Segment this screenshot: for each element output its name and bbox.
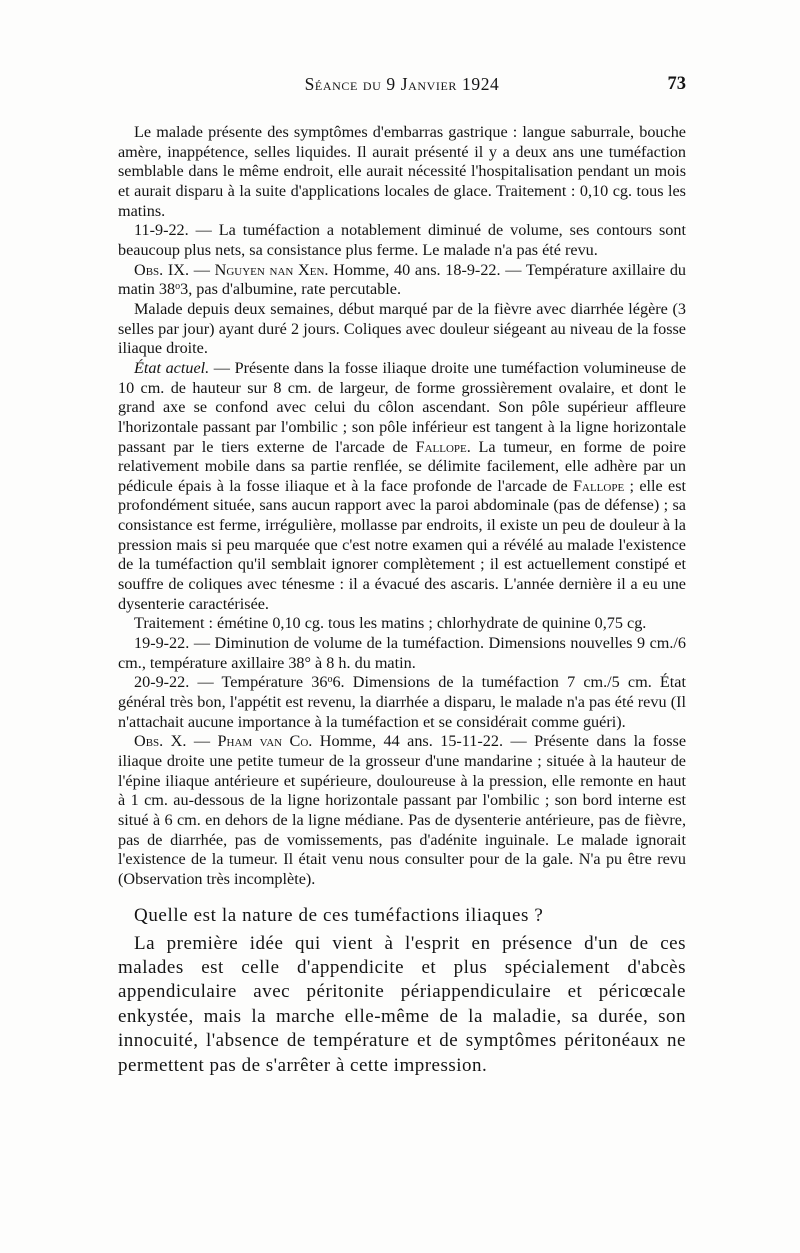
discussion-question: Quelle est la nature de ces tuméfactions iliaques ? (134, 904, 544, 926)
discussion-paragraph: La première idée qui vient à l'esprit en présence d'un de ces malades est celle d'appendicite et plus spécialement d'abcès appendiculaire avec péritonite périappendiculaire et péricœcale enkystée, mais la marche elle-même de la maladie, sa durée, son innocuité, l'absence de température et de symptômes péritonéaux ne permettent pas de s'arrêter à cette impression. (118, 932, 686, 1076)
running-head: Séance du 9 Janvier 1924 (304, 74, 500, 94)
followup-2-text-b: 6. Dimensions de la tuméfaction 7 cm./5 cm. État général très bon, l'appétit est revenu, la diarrhée a disparu, le malade n'a pas été revu (Il n'attachait aucune importance à la tuméfaction et se considérait comme guéri). (118, 673, 686, 731)
obs-ix-patient-name: Nguyen nan Xen. (214, 260, 329, 279)
observations-section (118, 123, 686, 890)
case-continued-paragraph-1: Le malade présente des symptômes d'embarras gastrique : langue saburrale, bouche amère, inappétence, selles liquides. Il aurait présenté il y a deux ans une tuméfaction semblable dans le même endroit, elle aurait nécessité l'hospitalisation pendant un mois et aurait disparu à la suite d'applications locales de glace. Traitement : 0,10 cg. tous les matins. (118, 123, 686, 220)
obs-x-label: Obs. X. (134, 732, 187, 751)
obs-x-text: Homme, 44 ans. 15-11-22. — Présente dans la fosse iliaque droite une petite tumeur de la grosseur d'une mandarine ; située à la hauteur de l'épine iliaque antérieure et supérieure, douloureuse à la pression, elle remonte en haut à 1 cm. au-dessous de la ligne horizontale passant par l'ombilic ; son bord interne est situé à 6 cm. en dehors de la ligne médiane. Pas de dysenterie antérieure, pas de fièvre, pas de diarrhée, pas de vomissements, pas d'adénite inguinale. Le malade ignorait l'existence de la tumeur. Il était venu nous consulter pour de la gale. N'a pu être revu (Observation très incomplète). (118, 732, 687, 888)
case-continued-paragraph-2: 11-9-22. — La tuméfaction a notablement diminué de volume, ses contours sont beaucoup plus nets, sa consistance plus ferme. Le malade n'a pas été revu. (118, 221, 686, 259)
fallope-name-1: Fallope (415, 437, 467, 456)
page-number: 73 (667, 74, 686, 94)
followup-2-text-a: 20-9-22. — Température 36 (134, 673, 328, 692)
obs-ix-summary-b: 3, pas d'albumine, rate percutable. (180, 280, 402, 299)
etat-actuel-text-2: . La tumeur, en forme de poire relativement mobile dans sa partie renflée, se délimite facilement, elle adhère par un pédicule épais à la fosse iliaque et à la face profonde de l'arcade de (118, 437, 686, 495)
obs-x-dash: — (186, 732, 218, 751)
etat-actuel-text-3: ; elle est profondément située, sans aucun rapport avec la paroi abdominale (pas de défense) ; sa consistance est ferme, irrégulière, mollasse par endroits, il existe un peu de douleur à la pression mais si peu marquée que c'est notre examen qui a révélé au malade l'existence de la tuméfaction qu'il semblait ignorer complètement ; il est actuellement constipé et souffre de coliques avec ténesme : il a évacué des ascaris. L'année dernière il a eu une dysenterie caractérisée. (118, 476, 686, 613)
page-body (118, 123, 686, 1078)
obs-ix-dash: — (189, 260, 215, 279)
obs-ix-heading-paragraph (118, 261, 686, 300)
obs-ix-history-paragraph: Malade depuis deux semaines, début marqué par de la fièvre avec diarrhée légère (3 selles par jour) ayant duré 2 jours. Coliques avec douleur siégeant au niveau de la fosse iliaque droite. (118, 299, 686, 358)
obs-ix-treatment-paragraph: Traitement : émétine 0,10 cg. tous les matins ; chlorhydrate de quinine 0,75 cg. (134, 614, 647, 633)
etat-actuel-text-1: — Présente dans la fosse iliaque droite une tuméfaction volumineuse de 10 cm. de hauteur sur 8 cm. de largeur, de forme grossièrement ovalaire, et dont le grand axe se confond avec celui du côlon ascendant. Son pôle supérieur affleure l'horizontale passant par l'ombilic ; son pôle inférieur est tangent à la ligne horizontale passant par le tiers externe de l'arcade de (118, 358, 687, 456)
page-header (118, 74, 686, 104)
obs-ix-etat-actuel-paragraph (118, 359, 686, 615)
obs-ix-followup-2 (118, 673, 686, 732)
etat-actuel-label: État actuel. (134, 358, 210, 377)
obs-ix-temp-degree: o (175, 281, 181, 293)
obs-x-patient-name: Pham van Co. (217, 732, 313, 751)
obs-ix-summary-a: Homme, 40 ans. 18-9-22. — Température axillaire du matin 38 (118, 260, 687, 299)
followup-2-degree: o (327, 674, 333, 686)
obs-ix-label: Obs. IX. (134, 260, 190, 279)
obs-ix-followup-1: 19-9-22. — Diminution de volume de la tuméfaction. Dimensions nouvelles 9 cm./6 cm., température axillaire 38° à 8 h. du matin. (118, 634, 686, 672)
fallope-name-2: Fallope (573, 476, 625, 495)
obs-x-paragraph (118, 732, 686, 889)
